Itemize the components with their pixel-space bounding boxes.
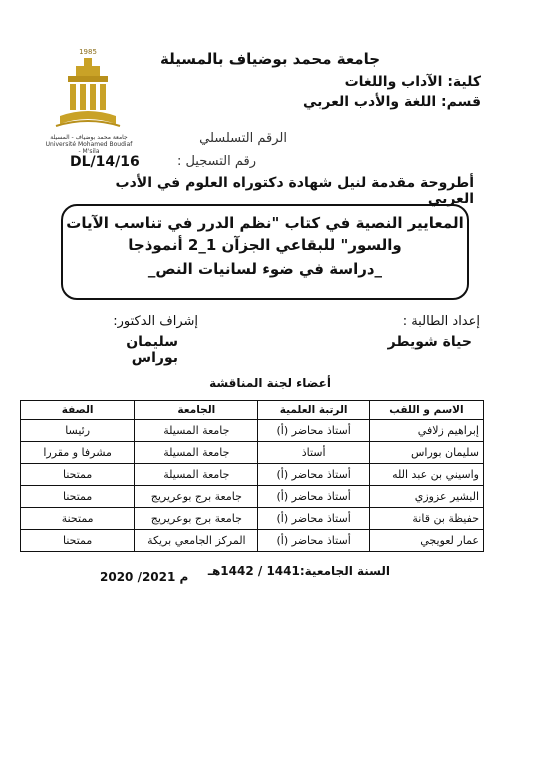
logo-caption-ar: جامعة محمد بوضياف - المسيلة [50,134,128,141]
student-label: إعداد الطالبة : [402,314,480,329]
member-role: ممتحنا [21,530,135,552]
academic-year-dates: 2020 /2021 م [100,570,189,584]
supervisor-name: سليمان بوراس [126,334,178,366]
logo-year: 1985 [79,48,97,56]
member-name: البشير عزوزي [369,486,483,508]
university-name: جامعة محمد بوضياف بالمسيلة [159,50,381,68]
table-row [21,508,484,530]
column-header: الرتبة العلمية [258,401,369,420]
member-university: المركز الجامعي بريكة [135,530,258,552]
table-row [21,442,484,464]
table-row [21,464,484,486]
member-rank: أستاذ محاضر (أ) [258,464,369,486]
student-name: حياة شويطر [387,334,472,350]
member-university: جامعة برج بوعريريج [135,508,258,530]
column-header: الصفة [21,401,135,420]
thesis-title-line-2: والسور" للبقاعي الجزآن 1_2 أنموذجا [128,236,402,254]
registration-number: DL/14/16 [70,154,140,170]
member-role: رئيسا [21,420,135,442]
committee-table [20,400,484,552]
logo-caption-fr: Université Mohamed Boudiaf - M'sila [45,141,133,155]
member-name: سليمان بوراس [369,442,483,464]
thesis-subtitle: _دراسة في ضوء لسانيات النص_ [147,260,383,278]
logo-caption [44,134,134,155]
member-name: واسيني بن عبد الله [369,464,483,486]
member-name: حفيظة بن قانة [369,508,483,530]
member-university: جامعة المسيلة [135,442,258,464]
table-header-row [21,401,484,420]
committee-heading: أعضاء لجنة المناقشة [209,376,331,390]
thesis-title-box [61,204,469,300]
department-name: قسم: اللغة والأدب العربي [302,94,481,110]
member-role: مشرفا و مقررا [21,442,135,464]
member-rank: أستاذ محاضر (أ) [258,420,369,442]
table-row [21,420,484,442]
serial-number-label: الرقم التسلسلي [199,131,287,146]
member-rank: أستاذ [258,442,369,464]
faculty-name: كلية: الآداب واللغات [344,74,481,90]
member-rank: أستاذ محاضر (أ) [258,486,369,508]
table-row [21,486,484,508]
column-header: الجامعة [135,401,258,420]
registration-label: رقم التسجيل : [176,154,256,169]
member-rank: أستاذ محاضر (أ) [258,530,369,552]
member-role: ممتحنة [21,508,135,530]
member-name: عمار لعويجي [369,530,483,552]
table-row [21,530,484,552]
member-rank: أستاذ محاضر (أ) [258,508,369,530]
member-role: ممتحنا [21,464,135,486]
thesis-statement: أطروحة مقدمة لنيل شهادة دكتوراه العلوم في الأدب العربي [115,175,474,207]
member-university: جامعة برج بوعريريج [135,486,258,508]
member-role: ممتحنا [21,486,135,508]
member-university: جامعة المسيلة [135,464,258,486]
logo-emblem-icon [46,44,130,136]
supervisor-label: إشراف الدكتور: [113,314,198,329]
thesis-title-line-1: المعايير النصية في كتاب "نظم الدرر في تناسب الآيات [66,214,464,232]
member-name: إبراهيم زلافي [369,420,483,442]
member-university: جامعة المسيلة [135,420,258,442]
academic-year: السنة الجامعية:1441 / 1442هـ [207,564,390,578]
column-header: الاسم و اللقب [369,401,483,420]
